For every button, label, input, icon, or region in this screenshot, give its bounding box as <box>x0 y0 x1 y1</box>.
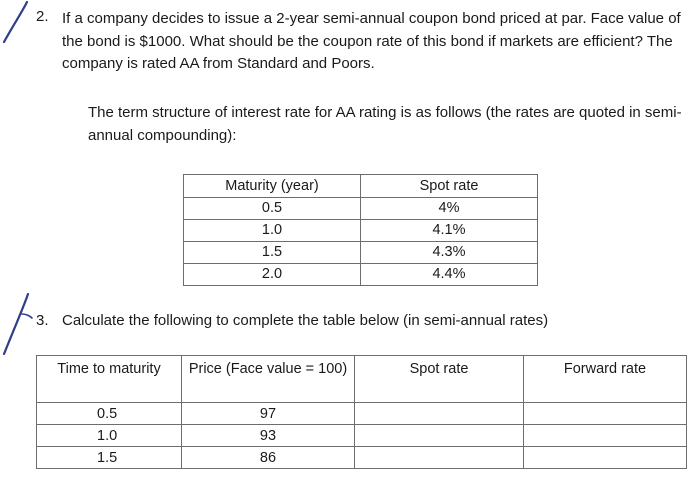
column-header-spot-rate: Spot rate <box>355 356 524 403</box>
maturity-cell: 1.0 <box>184 220 361 242</box>
term-structure-intro: The term structure of interest rate for AA rating is as follows (the rates are quoted in semi-annual compounding): <box>88 104 682 144</box>
column-header-price: Price (Face value = 100) <box>182 356 355 403</box>
spot-rate-cell <box>355 425 524 447</box>
term-structure-table <box>183 174 538 286</box>
table-row <box>37 403 687 425</box>
table-row <box>184 264 538 286</box>
spot-rate-cell <box>355 403 524 425</box>
time-to-maturity-cell: 1.0 <box>37 425 182 447</box>
spot-rate-cell: 4.1% <box>361 220 538 242</box>
price-cell: 93 <box>182 425 355 447</box>
question-3-number: 3. <box>36 312 49 329</box>
maturity-cell: 1.5 <box>184 242 361 264</box>
forward-rate-cell <box>524 403 687 425</box>
forward-rate-cell <box>524 425 687 447</box>
forward-rate-cell <box>524 447 687 469</box>
table-row <box>184 242 538 264</box>
spot-rate-cell: 4.3% <box>361 242 538 264</box>
table-row <box>37 447 687 469</box>
pen-mark-q2 <box>0 0 40 50</box>
column-header: Spot rate <box>361 175 538 198</box>
spot-rate-cell: 4% <box>361 198 538 220</box>
table-header-row <box>184 175 538 198</box>
table-row <box>184 220 538 242</box>
table-row <box>37 425 687 447</box>
question-2-number: 2. <box>36 8 49 25</box>
pen-mark-q3 <box>0 292 40 358</box>
bond-pricing-table <box>36 355 687 469</box>
column-header-forward-rate: Forward rate <box>524 356 687 403</box>
maturity-cell: 0.5 <box>184 198 361 220</box>
table-row <box>184 198 538 220</box>
maturity-cell: 2.0 <box>184 264 361 286</box>
column-header-time-to-maturity: Time to maturity <box>37 356 182 403</box>
question-2-text: If a company decides to issue a 2-year semi-annual coupon bond priced at par. Face value of the bond is $1000. What should be the coupon rate of this bond if markets are efficient? The company is rated AA from Standard and Poors. <box>62 10 681 72</box>
price-cell: 97 <box>182 403 355 425</box>
question-3-text: Calculate the following to complete the table below (in semi-annual rates) <box>62 312 549 329</box>
time-to-maturity-cell: 0.5 <box>37 403 182 425</box>
column-header: Maturity (year) <box>184 175 361 198</box>
time-to-maturity-cell: 1.5 <box>37 447 182 469</box>
spot-rate-cell <box>355 447 524 469</box>
spot-rate-cell: 4.4% <box>361 264 538 286</box>
price-cell: 86 <box>182 447 355 469</box>
table-header-row <box>37 356 687 403</box>
